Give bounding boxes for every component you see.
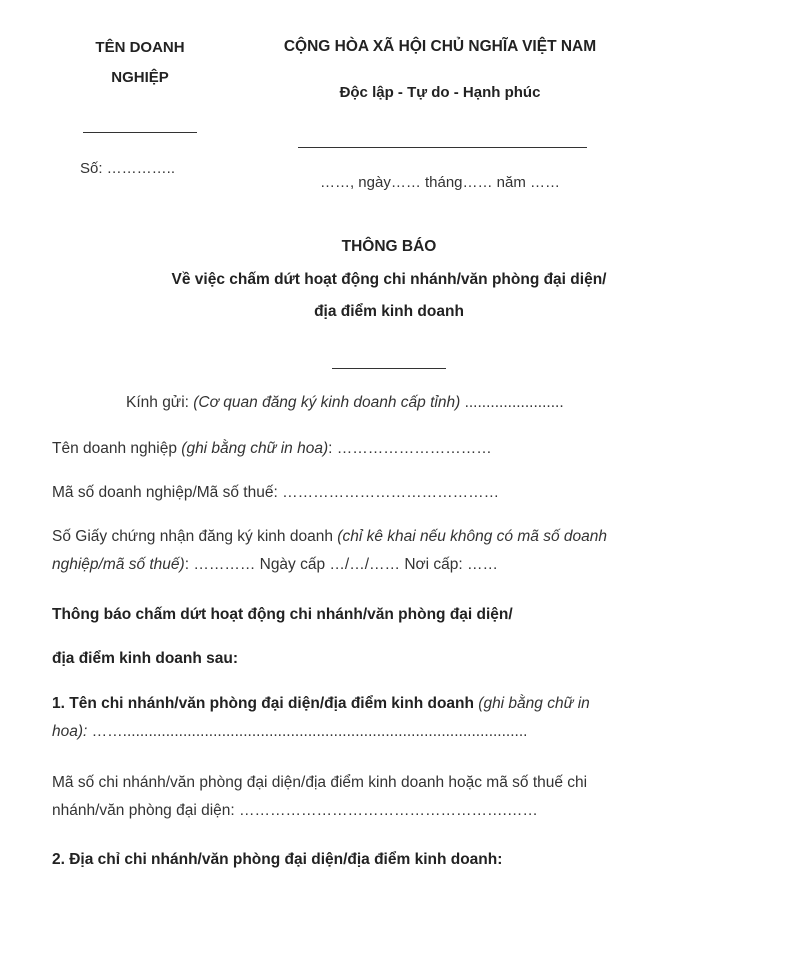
- addressee-authority: (Cơ quan đăng ký kinh doanh cấp tỉnh): [193, 394, 461, 411]
- section2-heading: 2. Địa chỉ chi nhánh/văn phòng đại diện/địa điểm kinh doanh:: [52, 851, 503, 868]
- certificate-label: Số Giấy chứng nhận đăng ký kinh doanh: [52, 528, 338, 545]
- section1-line2: [52, 718, 752, 746]
- company-name-field: [52, 435, 752, 463]
- company-name-line2: NGHIỆP: [111, 69, 169, 86]
- company-divider: [83, 132, 197, 133]
- national-motto: Độc lập - Tự do - Hạnh phúc: [339, 84, 541, 101]
- company-name-line1: TÊN DOANH: [95, 39, 185, 56]
- document-subtitle-line1: Về việc chấm dứt hoạt động chi nhánh/văn phòng đại diện/: [171, 271, 607, 288]
- certificate-line2: [52, 551, 752, 579]
- notice-line2: địa điểm kinh doanh sau:: [52, 650, 239, 667]
- section1-code-line2: nhánh/văn phòng đại diện: …………………………………………….……: [52, 802, 538, 819]
- company-name-label: Tên doanh nghiệp: [52, 440, 182, 457]
- section1-code-field: [52, 769, 752, 825]
- date-line: ……, ngày…… tháng…… năm ……: [319, 174, 561, 191]
- title-divider: [332, 368, 446, 369]
- section1-name-field: [52, 690, 752, 746]
- section1-line1: [52, 690, 752, 718]
- section1-heading: 1. Tên chi nhánh/văn phòng đại diện/địa điểm kinh doanh: [52, 695, 479, 712]
- section1-note-a: (ghi bằng chữ in: [478, 695, 590, 712]
- document-title: THÔNG BÁO: [341, 238, 437, 255]
- section1-note-b: hoa):: [52, 723, 88, 740]
- addressee-line: [126, 394, 766, 412]
- company-name-header: [60, 33, 220, 93]
- section1-dots: ……..............................................................................................: [87, 723, 528, 740]
- motto-divider: [298, 147, 587, 148]
- addressee-dots: .......................: [460, 394, 564, 411]
- certificate-rest: : ………… Ngày cấp …/…/…… Nơi cấp: ……: [184, 556, 499, 573]
- tax-code-field: Mã số doanh nghiệp/Mã số thuế: ……………………………………: [52, 484, 500, 501]
- certificate-note-b: nghiệp/mã số thuế): [52, 556, 185, 573]
- company-name-dots: : …………………………: [328, 440, 492, 457]
- document-number: Số: …………..: [80, 160, 176, 177]
- notice-line1: Thông báo chấm dứt hoạt động chi nhánh/văn phòng đại diện/: [52, 606, 513, 623]
- certificate-field: [52, 523, 752, 579]
- republic-title: CỘNG HÒA XÃ HỘI CHỦ NGHĨA VIỆT NAM: [283, 38, 597, 55]
- document-subtitle-line2: địa điểm kinh doanh: [314, 303, 464, 320]
- company-name-note: (ghi bằng chữ in hoa): [181, 440, 329, 457]
- certificate-note-a: (chỉ kê khai nếu không có mã số doanh: [337, 528, 607, 545]
- addressee-label: Kính gửi:: [126, 394, 194, 411]
- section1-code-line1: Mã số chi nhánh/văn phòng đại diện/địa điểm kinh doanh hoặc mã số thuế chi: [52, 774, 588, 791]
- certificate-line1: [52, 523, 752, 551]
